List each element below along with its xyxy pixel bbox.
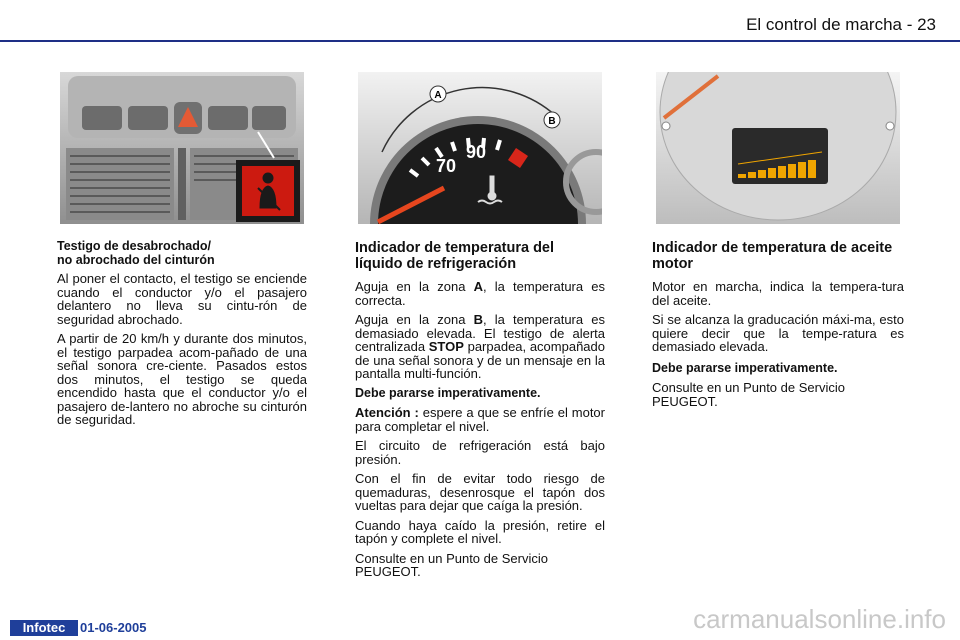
seatbelt-title-line2: no abrochado del cinturón — [57, 252, 215, 267]
coolant-column — [355, 240, 605, 585]
coolant-paragraph-2 — [355, 313, 605, 381]
oil-paragraph-2: Si se alcanza la graducación máxi-ma, esto quiere decir que la tempe-ratura es demasiado elevada. — [652, 312, 904, 354]
zone-a-text: A — [473, 279, 483, 294]
coolant-paragraph-4: Con el fin de evitar todo riesgo de quemaduras, desenrosque el tapón dos vueltas para dejar que caíga la presión. — [355, 471, 605, 513]
dashboard-seatbelt-image — [60, 72, 304, 224]
coolant-paragraph-6: Consulte en un Punto de Servicio PEUGEOT. — [355, 550, 548, 579]
oil-title: Indicador de temperatura de aceite motor — [652, 240, 893, 272]
zone-a-label: A — [434, 90, 442, 101]
footer-date: 01-06-2005 — [80, 620, 147, 635]
coolant-title: Indicador de temperatura del líquido de refrigeración — [355, 240, 555, 272]
attention-label: Atención : — [355, 405, 419, 420]
gauge-90-label: 90 — [465, 142, 487, 162]
text-span: parpadea, acompañado de una señal sonora y de un mensaje en la pantalla multi-función. — [355, 339, 605, 381]
gauge-70-label: 70 — [435, 156, 457, 176]
text-span: Aguja en la zona — [355, 312, 474, 327]
seatbelt-title-line1: Testigo de desabrochado/ — [57, 239, 211, 253]
coolant-paragraph-3: El circuito de refrigeración está bajo presión. — [355, 438, 605, 467]
page-header-title: El control de marcha - 23 — [746, 15, 936, 34]
seatbelt-paragraph-1: Al poner el contacto, el testigo se enciende cuando el conductor y/o el pasajero delantero no lleva su cintu-rón de seguridad abrochado. — [57, 271, 307, 327]
stop-text: STOP — [428, 339, 464, 354]
header-rule — [0, 40, 960, 42]
oil-paragraph-3: Consulte en un Punto de Servicio PEUGEOT. — [652, 380, 845, 409]
oil-column — [652, 240, 904, 414]
coolant-paragraph-1 — [355, 280, 605, 307]
seatbelt-column — [57, 240, 307, 433]
zone-b-label: B — [548, 116, 556, 127]
oil-display-illustration — [656, 72, 900, 224]
text-span: , la temperatura es correcta. — [355, 279, 605, 308]
coolant-attention-paragraph — [355, 406, 605, 433]
watermark-text: carmanualsonline.info — [693, 604, 946, 634]
infotec-logo: Infotec — [10, 620, 78, 636]
coolant-gauge-image — [358, 72, 602, 224]
seatbelt-paragraph-2: A partir de 20 km/h y durante dos minutos, el testigo parpadea acom-pañado de una señal sonora cre-ciente. Pasados estos dos minutos, el testigo se queda encendido hasta que el conductor y/o el pasajero de-lantero no abroche su cinturón de seguridad. — [57, 331, 307, 427]
dashboard-illustration — [60, 72, 304, 224]
seatbelt-title — [57, 240, 307, 267]
text-span: Aguja en la zona — [355, 279, 474, 294]
text-span: , la temperatura es demasiado elevada. El testigo de alerta centralizada — [355, 312, 605, 354]
coolant-stop-warning: Debe pararse imperativamente. — [355, 385, 541, 400]
text-span: espere a que se enfríe el motor para completar el nivel. — [355, 405, 605, 434]
coolant-paragraph-5: Cuando haya caído la presión, retire el tapón y complete el nivel. — [355, 517, 605, 546]
zone-b-text: B — [473, 312, 483, 327]
gauge-illustration — [358, 72, 602, 224]
oil-temperature-image — [656, 72, 900, 224]
oil-paragraph-1: Motor en marcha, indica la tempera-tura del aceite. — [652, 279, 904, 308]
oil-stop-warning: Debe pararse imperativamente. — [652, 360, 838, 375]
